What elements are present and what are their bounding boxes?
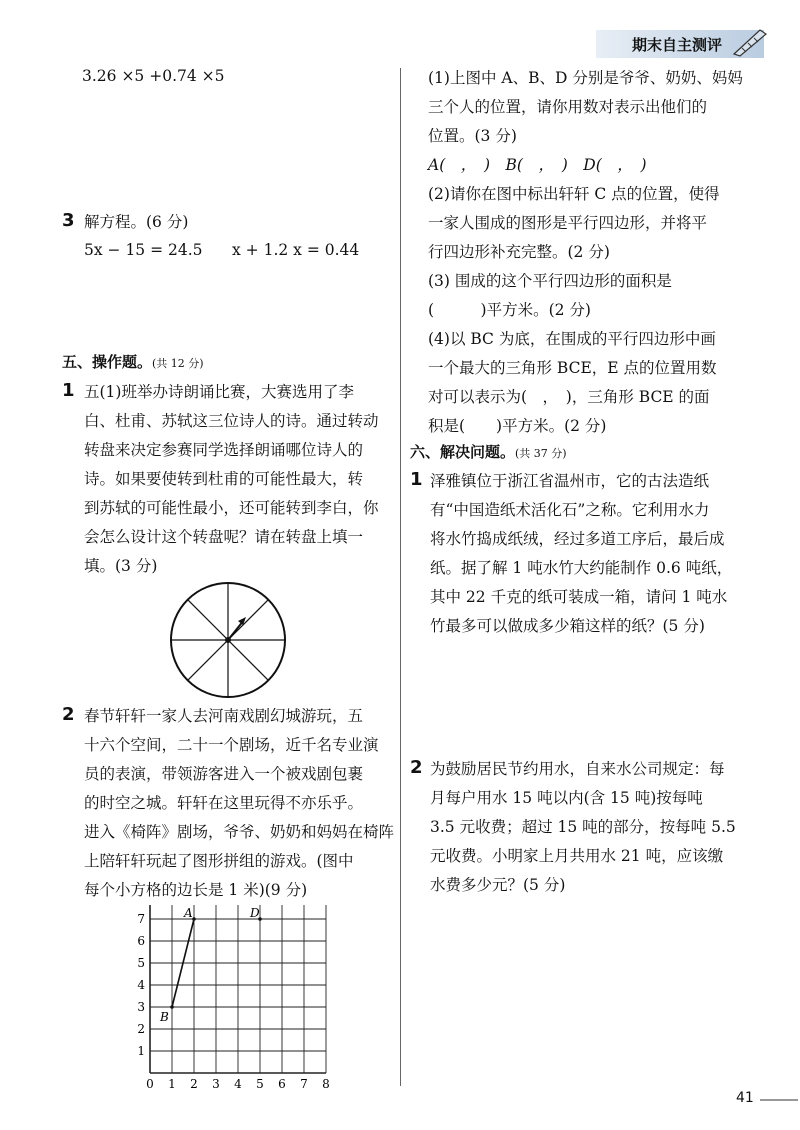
page-number: 41 (736, 1090, 754, 1106)
spinner-wheel[interactable] (168, 580, 288, 700)
coordinate-grid[interactable] (130, 905, 350, 1090)
s1-number: 1 (410, 469, 423, 490)
point-e-answer-blank[interactable]: 对可以表示为( ， )，三角形 BCE 的面 (428, 388, 710, 406)
y-tick-label: 5 (137, 956, 145, 970)
s2-line: 为鼓励居民节约用水，自来水公司规定：每 (430, 760, 725, 778)
q3-equation-1: 5x − 15 = 24.5 (84, 241, 203, 259)
coordinate-answer-blanks[interactable]: A( ， ) B( ， ) D( ， ) (428, 156, 647, 174)
sub-question-line: 位置。(3 分) (428, 127, 517, 145)
p1-line: 会怎么设计这个转盘呢？请在转盘上填一 (84, 528, 364, 546)
p2-line: 十六个空间，二十一个剧场，近千名专业演 (84, 736, 379, 754)
ruler-icon (730, 26, 770, 58)
x-tick-label: 5 (256, 1077, 264, 1090)
section6-title: 六、解决问题。 (410, 443, 516, 461)
x-tick-label: 2 (190, 1077, 198, 1090)
s2-line: 水费多少元？(5 分) (430, 876, 566, 894)
s1-line: 泽雅镇位于浙江省温州市，它的古法造纸 (430, 472, 710, 490)
sub-question-line: (2)请你在图中标出轩轩 C 点的位置，使得 (428, 185, 720, 203)
y-tick-label: 7 (137, 912, 145, 926)
q3-text: 解方程。(6 分) (84, 213, 189, 231)
p2-line: 上陪轩轩玩起了图形拼组的游戏。(图中 (84, 852, 354, 870)
column-divider (400, 68, 401, 1086)
point-label: D (250, 906, 260, 920)
s1-line: 纸。据了解 1 吨水竹大约能制作 0.6 吨纸， (430, 559, 733, 577)
footer-rule (760, 1099, 798, 1101)
header-title: 期末自主测评 (632, 36, 723, 54)
p1-line: 白、杜甫、苏轼这三位诗人的诗。通过转动 (84, 412, 379, 430)
s1-line: 竹最多可以做成多少箱这样的纸？(5 分) (430, 617, 705, 635)
x-tick-label: 4 (234, 1077, 242, 1090)
x-tick-label: 8 (322, 1077, 330, 1090)
s2-line: 3.5 元收费；超过 15 吨的部分，按每吨 5.5 (430, 818, 736, 836)
point-b (170, 1005, 174, 1009)
q3-equation-2: x + 1.2 x = 0.44 (232, 241, 360, 259)
s1-line: 有“中国造纸术活化石”之称。它利用水力 (430, 501, 710, 519)
s2-line: 元收费。小明家上月共用水 21 吨，应该缴 (430, 847, 724, 865)
point-label: A (184, 906, 193, 920)
s2-line: 月每户用水 15 吨以内(含 15 吨)按每吨 (430, 789, 703, 807)
triangle-area-answer-blank[interactable]: 积是( )平方米。(2 分) (428, 417, 607, 435)
x-tick-label: 6 (278, 1077, 286, 1090)
sub-question-line: (1)上图中 A、B、D 分别是爷爷、奶奶、妈妈 (428, 69, 743, 87)
sub-question-line: 一个最大的三角形 BCE，E 点的位置用数 (428, 359, 717, 377)
sub-question-line: 一家人围成的图形是平行四边形，并将平 (428, 214, 708, 232)
sub-question-line: (4)以 BC 为底，在围成的平行四边形中画 (428, 330, 716, 348)
p2-number: 2 (62, 704, 75, 725)
x-tick-label: 1 (168, 1077, 176, 1090)
p1-line: 转盘来决定参赛同学选择朗诵哪位诗人的 (84, 441, 364, 459)
s2-number: 2 (410, 757, 423, 778)
p1-line: 到苏轼的可能性最小，还可能转到李白，你 (84, 499, 379, 517)
p2-line: 每个小方格的边长是 1 米)(9 分) (84, 881, 308, 899)
y-tick-label: 2 (137, 1022, 145, 1036)
p2-line: 员的表演，带领游客进入一个被戏剧包裹 (84, 765, 364, 783)
y-tick-label: 3 (137, 1000, 145, 1014)
section5-score: (共 12 分) (152, 357, 204, 370)
point-a (192, 917, 196, 921)
x-tick-label: 3 (212, 1077, 220, 1090)
section5-title: 五、操作题。 (62, 353, 153, 371)
y-tick-label: 4 (137, 978, 145, 992)
x-tick-label: 7 (300, 1077, 308, 1090)
p1-number: 1 (62, 380, 75, 401)
y-tick-label: 6 (137, 934, 145, 948)
q3-number: 3 (62, 210, 75, 231)
calc-expression: 3.26 ×5 +0.74 ×5 (82, 67, 225, 85)
sub-question-line: 三个人的位置，请你用数对表示出他们的 (428, 98, 708, 116)
point-label: B (160, 1010, 169, 1024)
x-tick-label: 0 (146, 1077, 154, 1090)
p2-line: 的时空之城。轩轩在这里玩得不亦乐乎。 (84, 794, 364, 812)
p1-line: 诗。如果要使转到杜甫的可能性最大，转 (84, 470, 364, 488)
area-answer-blank[interactable]: ( )平方米。(2 分) (428, 301, 591, 319)
p1-line: 填。(3 分) (84, 557, 158, 575)
section6-score: (共 37 分) (515, 447, 567, 460)
sub-question-line: 行四边形补充完整。(2 分) (428, 243, 610, 261)
s1-line: 将水竹捣成纸绒，经过多道工序后，最后成 (430, 530, 725, 548)
sub-question-line: (3) 围成的这个平行四边形的面积是 (428, 272, 672, 290)
p2-line: 春节轩轩一家人去河南戏剧幻城游玩，五 (84, 707, 364, 725)
y-tick-label: 1 (137, 1044, 145, 1058)
p1-line: 五(1)班举办诗朗诵比赛，大赛选用了李 (84, 383, 354, 401)
section5-heading (62, 352, 204, 374)
s1-line: 其中 22 千克的纸可装成一箱，请问 1 吨水 (430, 588, 728, 606)
section6-heading (410, 442, 567, 464)
p2-line: 进入《椅阵》剧场，爷爷、奶奶和妈妈在椅阵 (84, 823, 395, 841)
